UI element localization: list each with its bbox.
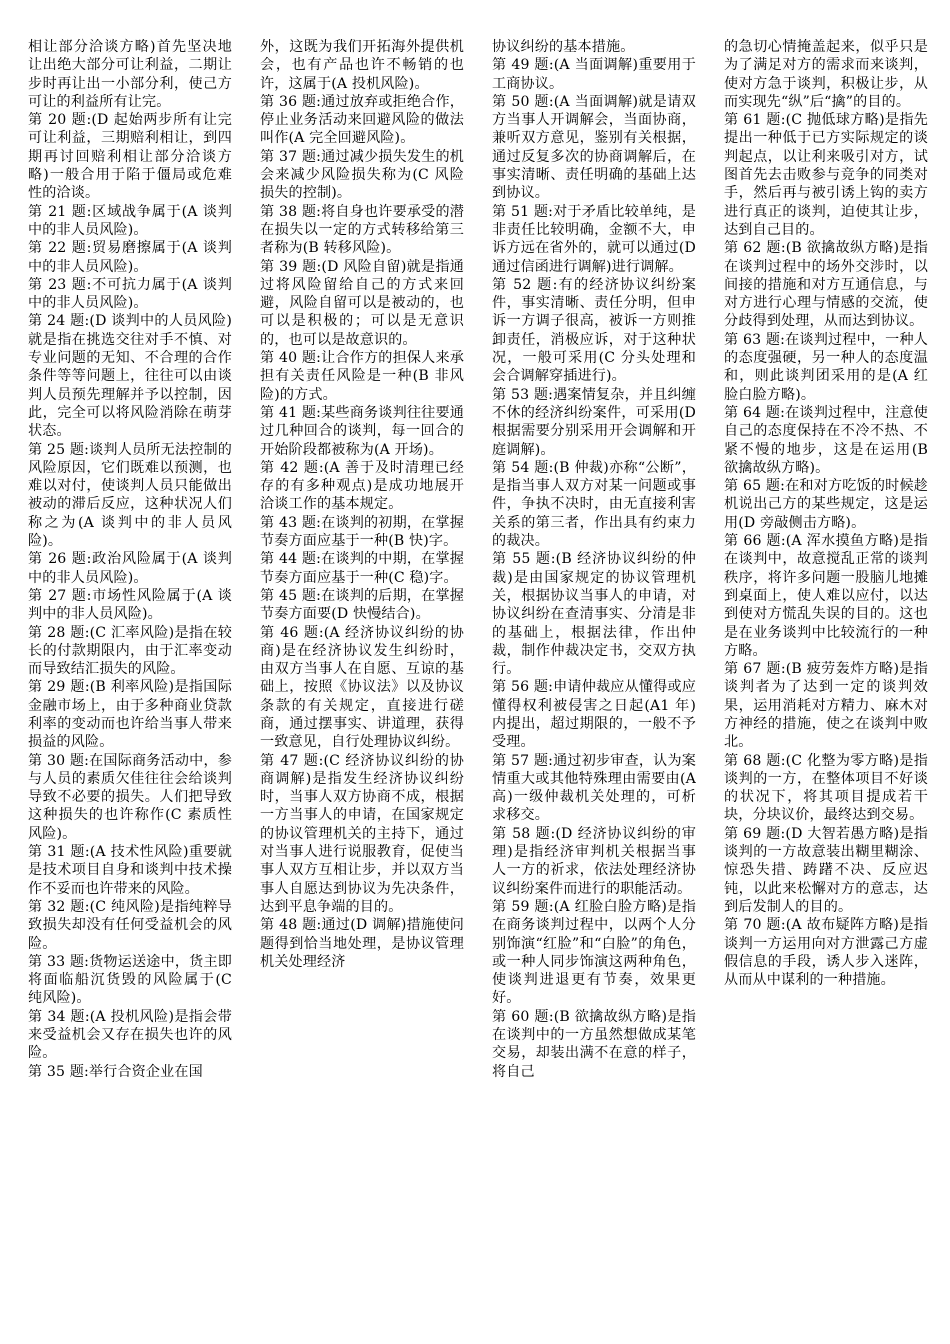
paragraph: 协议纠纷的基本措施。 [492, 39, 635, 55]
paragraph: 第 43 题:在谈判的初期，在掌握节奏方面应基于一种(B 快)字。 [260, 514, 464, 550]
paragraph: 第 61 题:(C 抛低球方略)是指先提出一种低于已方实际规定的谈判起点，以让利来吸引对方，试图首先去击败参与竞争的同类对手，然后再与被引诱上钩的卖方进行真正的谈判，迫使其让步，达到自己目的。 [724, 112, 928, 238]
paragraph: 第 69 题:(D 大智若愚方略)是指谈判的一方故意装出糊里糊涂、惊恐失措、踌躇不决、反应迟钝，以此来松懈对方的意志，达到后发制人的目的。 [724, 825, 928, 915]
paragraph: 第 50 题:(A 当面调解)就是请双方当事人开调解会，当面协商，兼听双方意见，鉴别有关根据，通过反复多次的协商调解后，在事实清晰、责任明确的基础上达到协议。 [492, 93, 696, 202]
paragraph: 第 46 题:(A 经济协议纠纷的协商)是在经济协议发生纠纷时，由双方当事人在自愿、互谅的基础上，按照《协议法》以及协议条款的有关规定，直接进行磋商，通过摆事实、讲道理，获得一致意见，自行处理协议纠纷。 [260, 624, 464, 751]
paragraph: 第 56 题:申请仲裁应从懂得或应懂得权利被侵害之日起(A1 年)内提出，超过期限的，一般不予受理。 [492, 679, 696, 751]
paragraph: 第 55 题:(B 经济协议纠纷的仲裁)是由国家规定的协议管理机关，根据协议当事人的申请，对协议纠纷在查清事实、分清是非的基础上，根据法律，作出仲裁，制作仲裁决定书，交双方执行。 [492, 551, 696, 678]
paragraph: 第 39 题:(D 风险自留)就是指通过将风险留给自己的方式来回避，风险自留可以是被动的，也可以是积极的；可以是无意识的，也可以是故意识的。 [260, 258, 464, 348]
text-column-3 [492, 38, 696, 1344]
paragraph: 第 52 题:有的经济协议纠纷案件，事实清晰、责任分明，但申诉一方调子很高，被诉一方则推卸责任，消极应诉，对于这种状况，一般可采用(C 分头处理和会合调解穿插进行)。 [492, 276, 696, 385]
text-column-1 [28, 38, 232, 1344]
paragraph: 第 49 题:(A 当面调解)重要用于工商协议。 [492, 57, 696, 92]
paragraph: 第 59 题:(A 红脸白脸方略)是指在商务谈判过程中，以两个人分别饰演“红脸”和“白脸”的角色，或一种人同步饰演这两种角色，使谈判进退更有节奏，效果更好。 [492, 898, 696, 1007]
paragraph: 第 41 题:某些商务谈判往往要通过几种回合的谈判，每一回合的开始阶段都被称为(A 开场)。 [260, 404, 464, 458]
paragraph: 第 60 题:(B 欲擒故纵方略)是指在谈判中的一方虽然想做成某笔交易，却装出满不在意的样子，将自己 [492, 1008, 696, 1080]
paragraph: 第 25 题:谈判人员所无法控制的风险原因，它们既难以预测，也难以对付，使谈判人员只能做出被动的滞后反应，这种状况人们称之为(A 谈判中的非人员风险)。 [28, 441, 232, 550]
paragraph: 第 30 题:在国际商务活动中，参与人员的素质欠佳往往会给谈判导致不必要的损失。人们把导致这种损失的也许称作(C 素质性风险)。 [28, 752, 232, 842]
paragraph: 第 63 题:在谈判过程中，一种人的态度强硬，另一种人的态度温和，则此谈判团采用的是(A 红脸白脸方略)。 [724, 331, 928, 403]
paragraph: 外，这既为我们开拓海外提供机会，也有产品也许不畅销的也许，这属于(A 投机风险)。 [260, 39, 464, 92]
paragraph: 第 62 题:(B 欲擒故纵方略)是指在谈判过程中的场外交涉时，以间接的措施和对方互通信息，与对方进行心理与情感的交流，使分歧得到处理，从而达到协议。 [724, 240, 928, 330]
text-column-4 [724, 38, 928, 1344]
paragraph: 第 28 题:(C 汇率风险)是指在较长的付款期限内，由于汇率变动而导致结汇损失的风险。 [28, 624, 232, 678]
paragraph: 第 51 题:对于矛盾比较单纯，是非责任比较明确，金额不大，申诉方远在省外的，就可以通过(D 通过信函进行调解)进行调解。 [492, 203, 696, 275]
paragraph: 第 42 题:(A 善于及时清理已经存的有多种观点)是成功地展开洽谈工作的基本规定。 [260, 459, 464, 513]
paragraph: 相让部分洽谈方略)首先坚决地让出绝大部分可让利益，二期让步时再让出一小部分利，使己方可让的利益所有让完。 [28, 39, 232, 110]
paragraph: 第 70 题:(A 故布疑阵方略)是指谈判一方运用向对方泄露己方虚假信息的手段，诱人步入迷阵，从而从中谋利的一种措施。 [724, 917, 928, 989]
paragraph: 第 21 题:区域战争属于(A 谈判中的非人员风险)。 [28, 203, 232, 238]
paragraph: 第 66 题:(A 浑水摸鱼方略)是指在谈判中，故意搅乱正常的谈判秩序，将许多问题一股脑儿地摊到桌面上，使人难以应付，以达到使对方慌乱失误的目的。这也是在业务谈判中比较流行的一种方略。 [724, 533, 928, 659]
paragraph: 第 37 题:通过减少损失发生的机会来减少风险损失称为(C 风险损失的控制)。 [260, 148, 464, 202]
paragraph: 第 44 题:在谈判的中期，在掌握节奏方面应基于一种(C 稳)字。 [260, 551, 464, 586]
paragraph: 第 38 题:将自身也许要承受的潜在损失以一定的方式转移给第三者称为(B 转移风险)。 [260, 203, 464, 257]
paragraph: 第 23 题:不可抗力属于(A 谈判中的非人员风险)。 [28, 276, 232, 312]
paragraph: 第 53 题:遇案情复杂，并且纠缠不休的经济纠纷案件，可采用(D 根据需要分别采用开会调解和开庭调解)。 [492, 386, 696, 458]
paragraph: 第 24 题:(D 谈判中的人员风险)就是指在挑选交往对手不慎、对专业问题的无知、不合理的合作条件等等问题上，往往可以由谈判人员预先理解并予以控制，因此，完全可以将风险消除在萌芽状态。 [28, 313, 232, 440]
paragraph: 的急切心情掩盖起来，似乎只是为了满足对方的需求而来谈判，使对方急于谈判，积极让步，从而实现先“纵”后“擒”的目的。 [724, 39, 928, 110]
paragraph: 第 65 题:在和对方吃饭的时候趁机说出己方的某些规定，这是运用(D 旁敲侧击方略)。 [724, 478, 928, 531]
paragraph: 第 33 题:货物运送途中，货主即将面临船沉货毁的风险属于(C 纯风险)。 [28, 953, 232, 1007]
paragraph: 第 64 题:在谈判过程中，注意使自己的态度保持在不冷不热、不紧不慢的地步，这是在运用(B 欲擒故纵方略)。 [724, 404, 928, 476]
paragraph: 第 48 题:通过(D 调解)措施使问题得到恰当地处理，是协议管理机关处理经济 [260, 917, 464, 970]
paragraph: 第 35 题:举行合资企业在国 [28, 1063, 203, 1080]
paragraph: 第 68 题:(C 化整为零方略)是指谈判的一方，在整体项目不好谈的状况下，将其项目提成若干块，分块议价，最终达到交易。 [724, 752, 928, 824]
paragraph: 第 26 题:政治风险属于(A 谈判中的非人员风险)。 [28, 551, 232, 586]
text-column-2 [260, 38, 464, 1344]
paragraph: 第 45 题:在谈判的后期，在掌握节奏方面要(D 快慢结合)。 [260, 587, 464, 623]
paragraph: 第 22 题:贸易磨擦属于(A 谈判中的非人员风险)。 [28, 240, 232, 275]
paragraph: 第 27 题:市场性风险属于(A 谈判中的非人员风险)。 [28, 587, 232, 623]
paragraph: 第 20 题:(D 起始两步所有让完可让利益，三期赔利相让，到四期再讨回赔利相让部分洽谈方略)一般合用于陷于僵局或危难性的洽谈。 [28, 112, 232, 202]
paragraph: 第 67 题:(B 疲劳轰炸方略)是指谈判者为了达到一定的谈判效果，运用消耗对方精力、麻木对方神经的措施，使之在谈判中败北。 [724, 661, 928, 751]
paragraph: 第 47 题:(C 经济协议纠纷的协商调解)是指发生经济协议纠纷时，当事人双方协商不成，根据一方当事人的申请，在国家规定的协议管理机关的主持下，通过对当事人进行说服教育，促使当事人双方互相让步，并以双方当事人自愿达到协议为先决条件，达到平息争端的目的。 [260, 752, 464, 915]
paragraph: 第 31 题:(A 技术性风险)重要就是技术项目自身和谈判中技术操作不妥而也许带来的风险。 [28, 844, 232, 897]
paragraph: 第 36 题:通过放弃或拒绝合作，停止业务活动来回避风险的做法叫作(A 完全回避风险)。 [260, 93, 464, 147]
paragraph: 第 57 题:通过初步审查，认为案情重大或其他特殊理由需要由(A 高)一级仲裁机关处理的，可析求移交。 [492, 752, 696, 824]
paragraph: 第 34 题:(A 投机风险)是指会带来受益机会又存在损失也许的风险。 [28, 1008, 232, 1062]
paragraph: 第 54 题:(B 仲裁)亦称“公断”，是指当事人双方对某一问题或事件，争执不决时，由无直接利害关系的第三者，作出具有约束力的裁决。 [492, 459, 696, 550]
paragraph: 第 58 题:(D 经济协议纠纷的审理)是指经济审判机关根据当事人一方的祈求，依法处理经济协议纠纷案件而进行的职能活动。 [492, 825, 696, 897]
paragraph: 第 40 题:让合作方的担保人来承担有关责任风险是一种(B 非风险)的方式。 [260, 350, 464, 403]
paragraph: 第 29 题:(B 利率风险)是指国际金融市场上，由于多种商业贷款利率的变动而也许给当事人带来损益的风险。 [28, 679, 232, 751]
paragraph: 第 32 题:(C 纯风险)是指纯粹导致损失却没有任何受益机会的风险。 [28, 898, 232, 952]
